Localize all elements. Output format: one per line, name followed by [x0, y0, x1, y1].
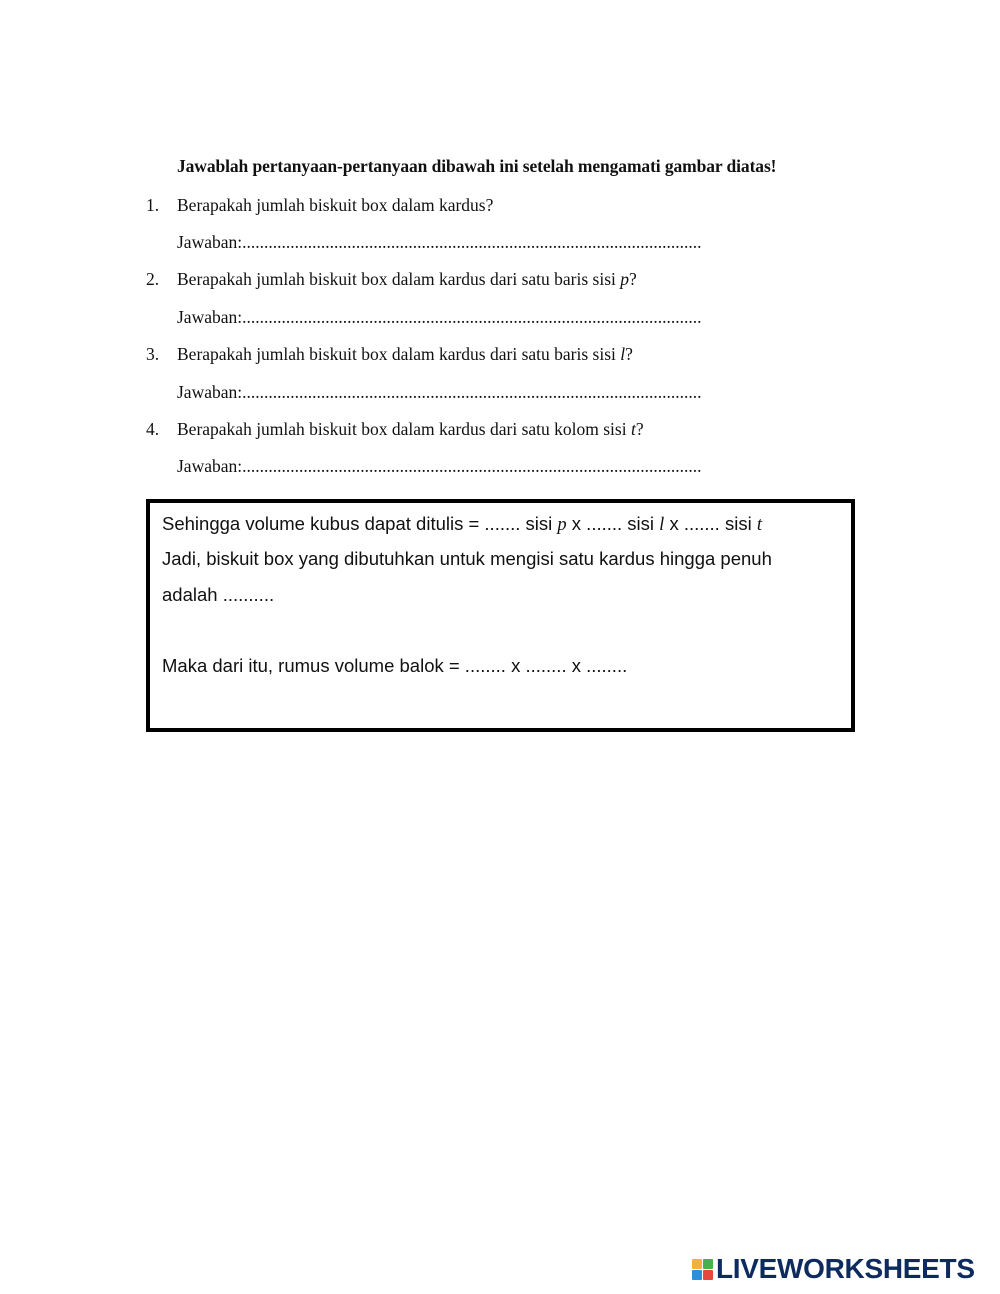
- summary-text: x ....... sisi: [664, 513, 757, 534]
- variable-t: t: [756, 515, 762, 535]
- summary-text: x ....... sisi: [566, 513, 660, 534]
- summary-volume-line: [162, 513, 762, 536]
- question-variable: l: [620, 344, 626, 364]
- question-end: ?: [635, 419, 644, 439]
- summary-text: Sehingga volume kubus dapat ditulis = ....... sisi: [162, 513, 558, 534]
- question-text: Berapakah jumlah biskuit box dalam kardus dari satu baris sisi: [177, 344, 621, 364]
- question-number: 3.: [146, 344, 160, 364]
- answer-field-4[interactable]: Jawaban:.........................................................................................................: [177, 456, 702, 476]
- liveworksheets-icon: [692, 1259, 713, 1280]
- question-number: 4.: [146, 419, 160, 439]
- summary-box: [146, 499, 855, 732]
- logo-square-icon: [692, 1259, 702, 1269]
- question-2: [146, 269, 637, 290]
- instruction-heading: Jawablah pertanyaan-pertanyaan dibawah ini setelah mengamati gambar diatas!: [177, 156, 777, 176]
- question-3: [146, 344, 633, 365]
- logo-square-icon: [703, 1259, 713, 1269]
- summary-formula-line[interactable]: Maka dari itu, rumus volume balok = ........ x ........ x ........: [162, 655, 628, 676]
- answer-field-2[interactable]: Jawaban:.........................................................................................................: [177, 307, 702, 327]
- question-variable: p: [620, 269, 629, 289]
- liveworksheets-logo: [692, 1253, 975, 1285]
- answer-field-3[interactable]: Jawaban:.........................................................................................................: [177, 382, 702, 402]
- logo-square-icon: [692, 1270, 702, 1280]
- summary-answer-line[interactable]: adalah ..........: [162, 584, 275, 605]
- question-text: Berapakah jumlah biskuit box dalam kardus dari satu kolom sisi: [177, 419, 631, 439]
- question-1: [146, 195, 493, 216]
- answer-field-1[interactable]: Jawaban:.........................................................................................................: [177, 232, 702, 252]
- question-text: Berapakah jumlah biskuit box dalam kardus?: [177, 195, 494, 215]
- question-4: [146, 419, 644, 440]
- variable-p: p: [557, 515, 567, 535]
- question-variable: t: [630, 419, 636, 439]
- summary-conclusion-line: Jadi, biskuit box yang dibutuhkan untuk mengisi satu kardus hingga penuh: [162, 548, 772, 569]
- question-end: ?: [625, 344, 633, 364]
- question-number: 2.: [146, 269, 160, 289]
- variable-l: l: [659, 515, 665, 535]
- logo-square-icon: [703, 1270, 713, 1280]
- question-end: ?: [629, 269, 637, 289]
- brand-name: LIVEWORKSHEETS: [716, 1253, 975, 1284]
- question-number: 1.: [146, 195, 160, 215]
- question-text: Berapakah jumlah biskuit box dalam kardus dari satu baris sisi: [177, 269, 621, 289]
